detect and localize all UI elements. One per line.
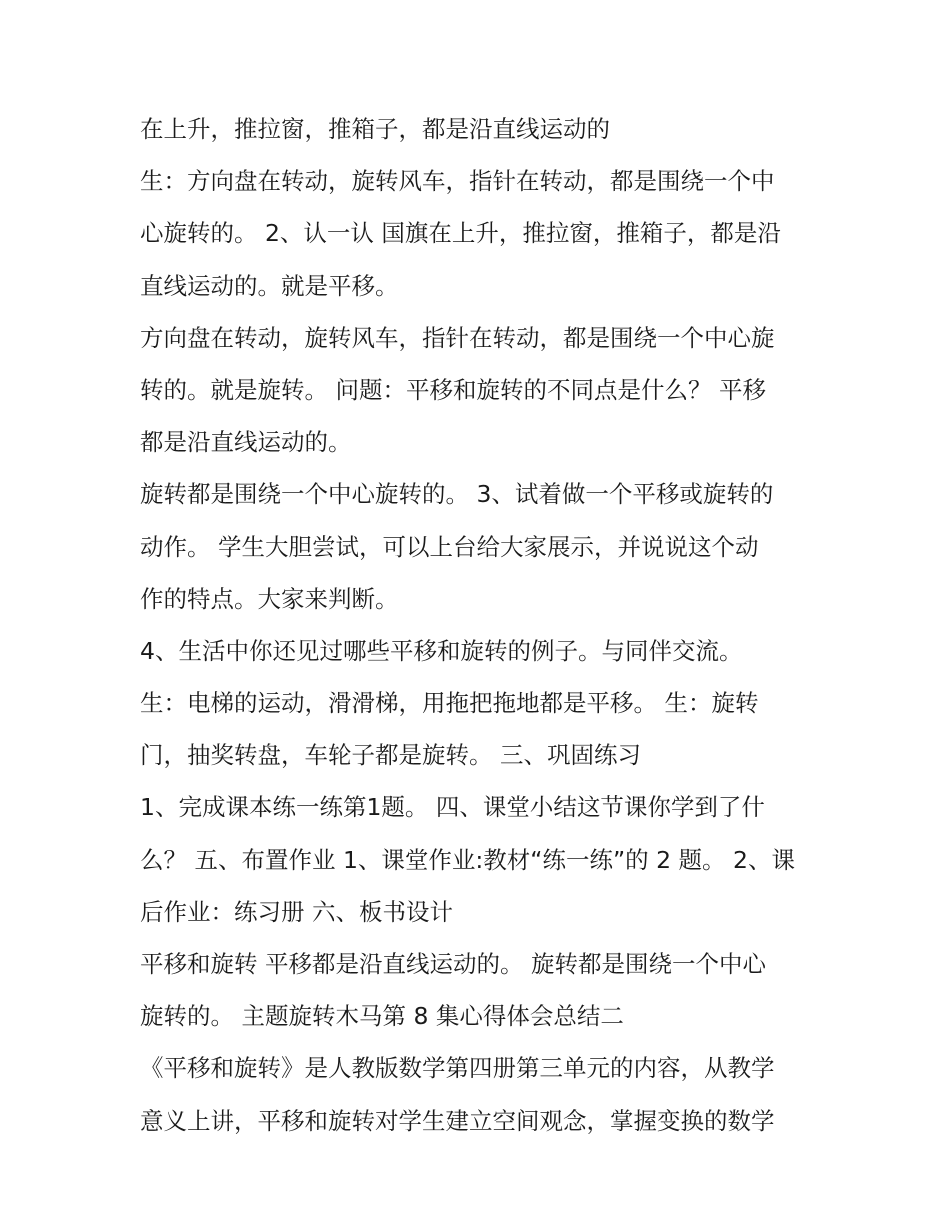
text-line: 4、生活中你还见过哪些平移和旋转的例子。与同伴交流。	[140, 636, 743, 665]
text-line: 么？ 五、布置作业 1、课堂作业:教材“练一练”的 2 题。 2、课	[140, 845, 795, 874]
text-line: 旋转的。 主题旋转木马第 8 集心得体会总结二	[140, 1002, 624, 1031]
text-line: 作的特点。大家来判断。	[140, 584, 399, 613]
text-line: 在上升，推拉窗，推箱子，都是沿直线运动的	[140, 115, 610, 143]
text-line: 后作业：练习册 六、板书设计	[140, 897, 453, 926]
text-line: 平移和旋转 平移都是沿直线运动的。 旋转都是围绕一个中心	[140, 950, 766, 978]
text-line: 心旋转的。 2、认一认 国旗在上升，推拉窗，推箱子，都是沿	[140, 219, 781, 248]
text-line: 门，抽奖转盘，车轮子都是旋转。 三、巩固练习	[140, 741, 641, 770]
text-line: 生：电梯的运动，滑滑梯，用拖把拖地都是平移。 生：旋转	[140, 689, 759, 718]
text-line: 《平移和旋转》是人教版数学第四册第三单元的内容，从教学	[140, 1054, 775, 1083]
text-line: 1、完成课本练一练第1题。 四、课堂小结这节课你学到了什	[140, 793, 765, 822]
text-line: 生：方向盘在转动，旋转风车，指针在转动，都是围绕一个中	[140, 167, 775, 196]
text-line: 旋转都是围绕一个中心旋转的。 3、试着做一个平移或旋转的	[140, 480, 774, 509]
text-line: 方向盘在转动，旋转风车，指针在转动，都是围绕一个中心旋	[140, 323, 775, 352]
document-body	[140, 103, 830, 1147]
text-line: 直线运动的。就是平移。	[140, 271, 399, 300]
text-line: 转的。就是旋转。 问题：平移和旋转的不同点是什么？ 平移	[140, 375, 766, 404]
text-line: 动作。 学生大胆尝试，可以上台给大家展示，并说说这个动	[140, 532, 759, 561]
text-line: 都是沿直线运动的。	[140, 428, 352, 457]
text-line: 意义上讲，平移和旋转对学生建立空间观念，掌握变换的数学	[140, 1106, 775, 1135]
